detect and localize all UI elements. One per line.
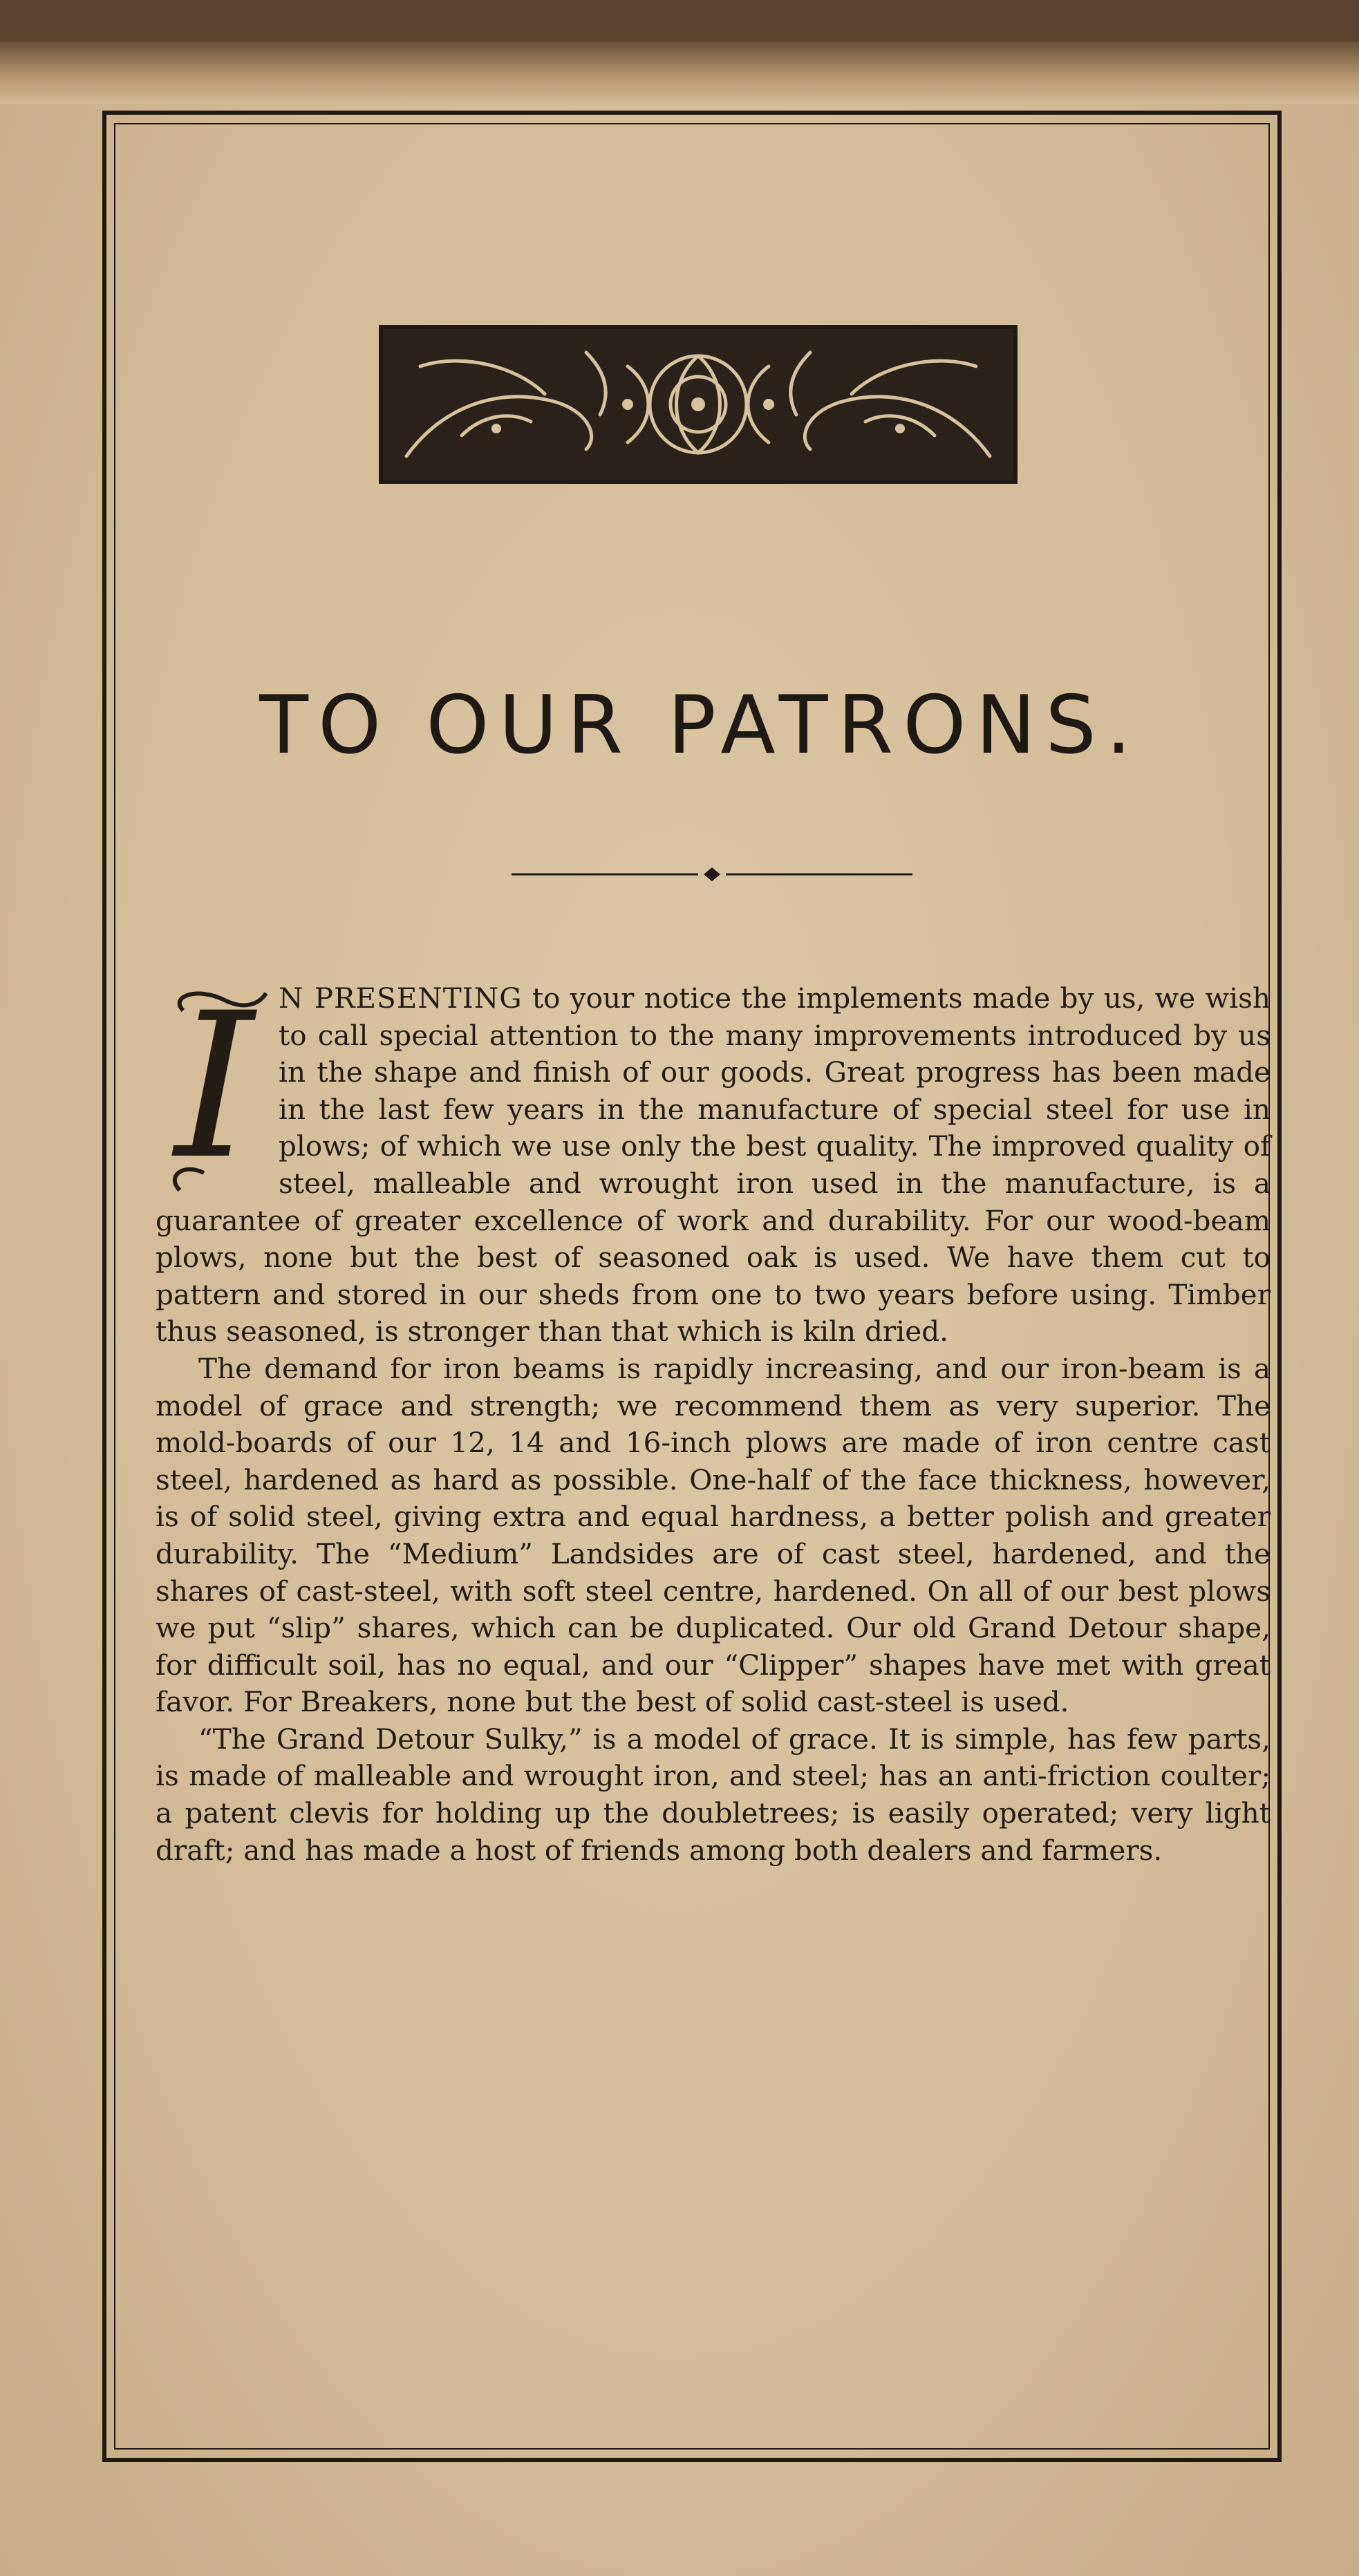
dropcap-letter-i <box>156 983 273 1201</box>
lead-phrase: N PRESENTING <box>279 981 523 1015</box>
paragraph-3: “The Grand Detour Sulky,” is a model of grace. It is simple, has few parts, is made of malleable and wrought iron, and steel; has an anti-friction coulter; a patent clevis for holding up the doubletrees; is easily operated; very light draft; and has made a host of friends among both dealers and farmers. <box>156 1722 1271 1867</box>
dropcap-glyph: I <box>174 983 254 1201</box>
paragraph-1-text: to your notice the implements made by us, we wish to call special attention to the many improvements introduced by us in the shape and finish of our goods. Great progress has been made in the last few years in the manufacture of special steel for use in plows; of which we use only the best quality. The improved quality of steel, malleable and wrought iron used in the manufacture, is a guarantee of greater excellence of work and durability. For our wood-beam plows, none but the best of seasoned oak is used. We have them cut to pattern and stored in our sheds from one to two years before using. Timber thus seasoned, is stronger than that which is kiln dried. <box>156 981 1271 1348</box>
decorative-headpiece-icon <box>379 325 1018 484</box>
paragraph-2: The demand for iron beams is rapidly increasing, and our iron-beam is a model of grace and strength; we recommend them as very superior. The mold-boards of our 12, 14 and 16-inch plows are made of iron centre cast steel, hardened as hard as possible. One-half of the face thickness, however, is of solid steel, giving extra and equal hardness, a better polish and greater durability. The “Medium” Landsides are of cast steel, hardened, and the shares of cast-steel, with soft steel centre, hardened. On all of our best plows we put “slip” shares, which can be duplicated. Our old Grand Detour shape, for difficult soil, has no equal, and our “Clipper” shapes have met with great favor. For Breakers, none but the best of solid cast-steel is used. <box>156 1351 1271 1719</box>
page-top-edge <box>0 41 1359 104</box>
paragraph-1 <box>156 980 1271 1351</box>
page-title: TO OUR PATRONS. <box>259 679 1141 772</box>
divider-rule-icon <box>512 864 912 885</box>
body-text <box>156 980 1271 1869</box>
